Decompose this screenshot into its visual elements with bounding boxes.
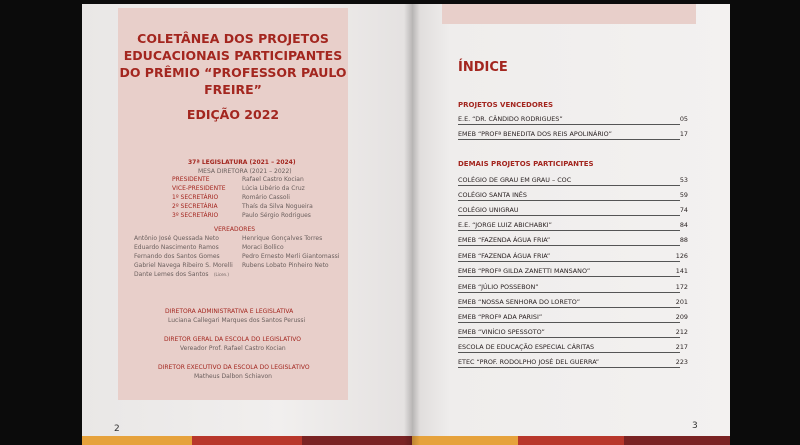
toc-label: E.E. “DR. CÂNDIDO RODRIGUES” [458, 115, 563, 123]
toc-label: EMEB “JÚLIO POSSEBON” [458, 283, 539, 291]
councilors-heading: VEREADORES [214, 226, 256, 233]
toc-label: EMEB “NOSSA SENHORA DO LORETO” [458, 298, 581, 306]
toc-label: E.E. “JORGE LUIZ ABICHABKI” [458, 221, 552, 229]
board-name: Thaís da Silva Nogueira [242, 203, 313, 210]
director-title: DIRETORA ADMINISTRATIVA E LEGISLATIVA [165, 308, 294, 315]
book-gutter [404, 4, 420, 445]
toc-row[interactable] [458, 206, 688, 216]
toc-page: 212 [675, 328, 688, 336]
toc-row[interactable] [458, 283, 688, 293]
footer-stripe [412, 436, 518, 445]
toc-row[interactable] [458, 313, 688, 323]
title-line-1: COLETÂNEA DOS PROJETOS [137, 31, 329, 46]
board-role: VICE-PRESIDENTE [172, 185, 226, 192]
footer-stripe [192, 436, 302, 445]
toc-label: EMEB “PROFª GILDA ZANETTI MANSANO” [458, 267, 591, 275]
toc-label: ETEC “PROF. RODOLPHO JOSÉ DEL GUERRA” [458, 358, 600, 366]
board-name: Paulo Sérgio Rodrigues [242, 212, 311, 219]
toc-page: 126 [675, 252, 688, 260]
toc-rule [458, 337, 680, 338]
toc-label: COLÉGIO UNIGRAU [458, 206, 519, 214]
toc-label: ESCOLA DE EDUCAÇÃO ESPECIAL CÁRITAS [458, 343, 595, 351]
board-role: 1º SECRETÁRIO [172, 194, 219, 201]
toc-page: 53 [679, 176, 688, 184]
section-winners: PROJETOS VENCEDORES [458, 101, 554, 109]
toc-page: 84 [679, 221, 688, 229]
councilor-suffix: (Licen.) [214, 272, 229, 277]
footer-stripe [518, 436, 624, 445]
section-others: DEMAIS PROJETOS PARTICIPANTES [458, 160, 594, 168]
toc-page: 172 [675, 283, 688, 291]
legislature-label: 37ª LEGISLATURA (2021 – 2024) [188, 159, 296, 166]
director-name: Luciana Callegari Marques dos Santos Perussi [168, 317, 306, 324]
footer-stripe [624, 436, 730, 445]
toc-rule [458, 261, 680, 262]
page-number-right: 3 [692, 421, 698, 431]
board-role: PRESIDENTE [172, 176, 210, 183]
councilor-name: Moraci Bollico [242, 244, 284, 251]
title-line-4: FREIRE” [204, 82, 262, 97]
toc-rule [458, 230, 680, 231]
toc-row[interactable] [458, 176, 688, 186]
toc-row[interactable] [458, 298, 688, 308]
toc-rule [458, 200, 680, 201]
title-line-3: DO PRÊMIO “PROFESSOR PAULO [119, 65, 347, 80]
board-name: Rafael Castro Kocian [242, 176, 304, 183]
toc-page: 217 [675, 343, 688, 351]
toc-page: 223 [675, 358, 688, 366]
board-name: Romário Cassoli [242, 194, 290, 201]
toc-rule [458, 307, 680, 308]
board-name: Lúcia Libério da Cruz [242, 185, 305, 192]
director-name: Vereador Prof. Rafael Castro Kocian [180, 345, 286, 352]
toc-page: 88 [679, 236, 688, 244]
councilor-name: Antônio José Quessada Neto [134, 235, 219, 242]
left-page [82, 4, 412, 445]
edition-label: EDIÇÃO 2022 [186, 107, 280, 122]
councilor-name: Dante Lemes dos Santos [134, 271, 209, 278]
director-title: DIRETOR EXECUTIVO DA ESCOLA DO LEGISLATIVO [158, 364, 310, 371]
toc-label: EMEB “FAZENDA ÁGUA FRIA” [458, 252, 551, 260]
toc-row[interactable] [458, 328, 688, 338]
toc-rule [458, 322, 680, 323]
toc-label: EMEB “PROFª ADA PARISI” [458, 313, 543, 321]
toc-row[interactable] [458, 267, 688, 277]
toc-rule [458, 215, 680, 216]
title-line-2: EDUCACIONAIS PARTICIPANTES [123, 48, 343, 63]
toc-row[interactable] [458, 191, 688, 201]
page-number-left: 2 [114, 424, 120, 434]
toc-page: 74 [679, 206, 688, 214]
toc-row[interactable] [458, 343, 688, 353]
toc-page: 17 [679, 130, 688, 138]
toc-rule [458, 352, 680, 353]
councilor-name: Rubens Lobato Pinheiro Neto [242, 262, 329, 269]
director-name: Matheus Dalbon Schiavon [194, 373, 272, 380]
toc-rule [458, 185, 680, 186]
toc-row[interactable] [458, 130, 688, 140]
right-page [412, 4, 730, 445]
toc-rule [458, 139, 680, 140]
toc-page: 209 [675, 313, 688, 321]
toc-page: 05 [679, 115, 688, 123]
toc-row[interactable] [458, 236, 688, 246]
board-role: 2º SECRETÁRIA [172, 203, 218, 210]
toc-row[interactable] [458, 221, 688, 231]
councilor-name: Henrique Gonçalves Torres [242, 235, 323, 242]
toc-row[interactable] [458, 358, 688, 368]
toc-rule [458, 367, 680, 368]
toc-rule [458, 276, 680, 277]
toc-label: EMEB “VINÍCIO SPESSOTO” [458, 328, 545, 336]
toc-rule [458, 245, 680, 246]
footer-stripe [82, 436, 192, 445]
councilor-name: Eduardo Nascimento Ramos [134, 244, 219, 251]
toc-rule [458, 124, 680, 125]
director-title: DIRETOR GERAL DA ESCOLA DO LEGISLATIVO [164, 336, 301, 343]
councilor-name: Gabriel Navega Ribeiro S. Morelli [134, 262, 233, 269]
toc-label: COLÉGIO SANTA INÊS [458, 191, 527, 199]
toc-page: 201 [675, 298, 688, 306]
board-heading: MESA DIRETORA (2021 – 2022) [198, 168, 292, 175]
toc-page: 141 [675, 267, 688, 275]
councilor-name: Pedro Ernesto Merli Giantomassi [242, 253, 340, 260]
toc-rule [458, 292, 680, 293]
header-band [442, 4, 696, 24]
toc-label: EMEB “FAZENDA ÁGUA FRIA” [458, 236, 551, 244]
toc-row[interactable] [458, 115, 688, 125]
board-role: 3º SECRETÁRIO [172, 212, 219, 219]
footer-stripe [302, 436, 412, 445]
toc-label: EMEB “PROFª BENEDITA DOS REIS APOLINÁRIO” [458, 130, 612, 138]
councilor-name: Fernando dos Santos Gomes [134, 253, 220, 260]
toc-page: 59 [679, 191, 688, 199]
toc-row[interactable] [458, 252, 688, 262]
toc-label: COLÉGIO DE GRAU EM GRAU – COC [458, 176, 572, 184]
cover-panel [118, 8, 348, 400]
index-heading: ÍNDICE [458, 60, 508, 75]
